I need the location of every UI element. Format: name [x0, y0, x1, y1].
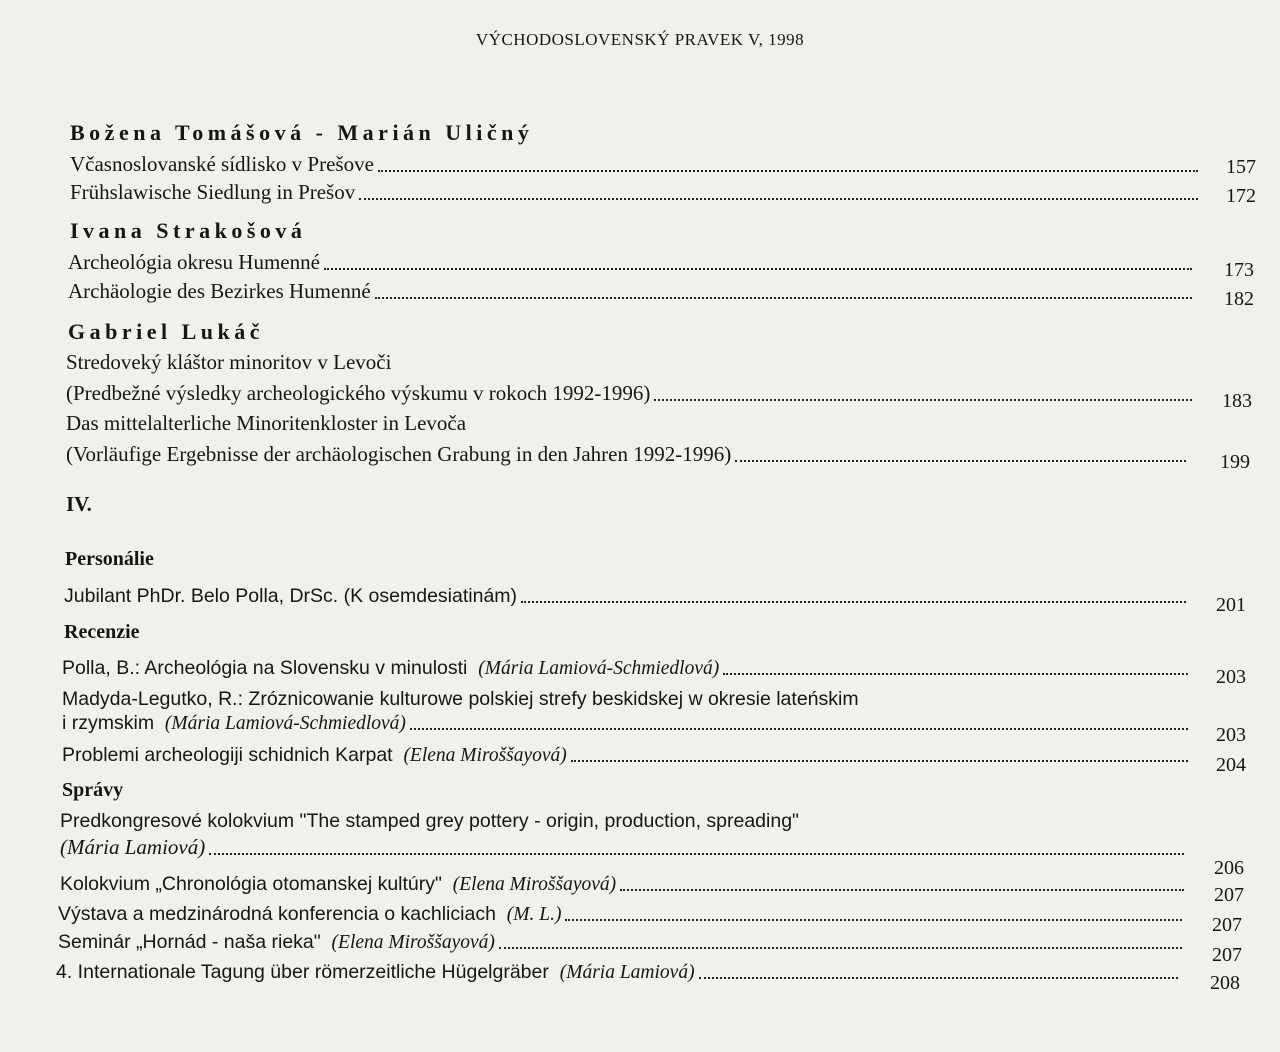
toc-entry[interactable] — [66, 437, 1190, 467]
page-number: 203 — [1216, 724, 1246, 746]
page-number: 208 — [1210, 972, 1240, 994]
reviewer-name: (Elena Miroššayová) — [452, 874, 617, 895]
entry-title: Seminár „Hornád - naša rieka" — [58, 931, 321, 953]
toc-entry[interactable] — [62, 737, 1192, 767]
toc-entry[interactable] — [56, 954, 1182, 984]
dot-leader — [735, 460, 1186, 462]
dot-leader — [571, 760, 1188, 762]
page-number: 207 — [1214, 884, 1244, 906]
running-title: VÝCHODOSLOVENSKÝ PRAVEK V, 1998 — [475, 30, 805, 49]
page-number: 201 — [1216, 594, 1246, 616]
reviewer-name: (Mária Lamiová) — [60, 835, 206, 859]
reviewer-name: (Mária Lamiová-Schmiedlová) — [164, 713, 406, 734]
entry-title: Včasnoslovanské sídlisko v Prešove — [70, 152, 374, 176]
dot-leader — [324, 268, 1192, 270]
toc-entry-line[interactable] — [60, 803, 1190, 833]
page-number: 207 — [1212, 944, 1242, 966]
page-number: 173 — [1224, 259, 1254, 281]
entry-title-cont: i rzymskim — [62, 712, 155, 734]
toc-entry-line[interactable] — [66, 345, 1196, 375]
page-number: 206 — [1214, 857, 1244, 879]
page-number: 182 — [1224, 288, 1254, 310]
entry-subtitle: (Predbežné výsledky archeologického výskumu v rokoch 1992-1996) — [66, 381, 651, 405]
reviewer-name: (Mária Lamiová-Schmiedlová) — [478, 658, 720, 679]
dot-leader — [723, 673, 1188, 675]
toc-entry[interactable] — [68, 245, 1196, 275]
entry-title: Archäologie des Bezirkes Humenné — [68, 279, 371, 303]
reviewer-name: (Elena Miroššayová) — [403, 745, 567, 766]
toc-entry-line[interactable] — [66, 406, 1196, 436]
reviewer-name: (Mária Lamiová) — [559, 962, 695, 983]
dot-leader — [699, 977, 1178, 979]
toc-entry[interactable] — [70, 175, 1202, 205]
entry-title: Stredoveký kláštor minoritov v Levoči — [66, 350, 392, 374]
page-number: 172 — [1226, 185, 1256, 207]
dot-leader — [654, 399, 1192, 401]
toc-entry[interactable] — [58, 924, 1186, 954]
toc-entry[interactable] — [70, 147, 1202, 177]
page-number: 203 — [1216, 666, 1246, 688]
page-number: 157 — [1226, 156, 1256, 178]
entry-title: Predkongresové kolokvium "The stamped grey pottery - origin, production, spreading" — [60, 810, 799, 832]
entry-title: Polla, B.: Archeológia na Slovensku v minulosti — [62, 657, 468, 679]
section-heading-personalie: Personálie — [65, 548, 154, 570]
entry-title: Madyda-Legutko, R.: Zróznicowanie kulturowe polskiej strefy beskidskej w okresie lateńskim — [62, 688, 859, 710]
section-heading-spravy: Správy — [62, 779, 124, 801]
page-number: 199 — [1220, 451, 1250, 473]
dot-leader — [359, 198, 1198, 200]
toc-entry[interactable] — [60, 866, 1188, 896]
page-number: 183 — [1222, 390, 1252, 412]
toc-entry[interactable] — [66, 376, 1196, 406]
author-heading: Gabriel Lukáč — [68, 319, 265, 344]
section-number: IV. — [66, 492, 92, 516]
toc-entry[interactable] — [68, 274, 1196, 304]
dot-leader — [375, 297, 1192, 299]
toc-entry[interactable] — [62, 705, 1192, 735]
entry-subtitle: (Vorläufige Ergebnisse der archäologischen Grabung in den Jahren 1992-1996) — [66, 442, 732, 466]
page-number: 204 — [1216, 754, 1246, 776]
dot-leader — [378, 170, 1198, 172]
reviewer-name: (Elena Miroššayová) — [331, 932, 495, 953]
section-heading-recenzie: Recenzie — [64, 621, 140, 643]
toc-entry[interactable] — [58, 896, 1186, 926]
author-heading: Ivana Strakošová — [70, 218, 307, 243]
entry-title: Das mittelalterliche Minoritenkloster in Levoča — [66, 411, 467, 435]
entry-title: Problemi archeologiji schidnich Karpat — [62, 744, 393, 766]
entry-title: Jubilant PhDr. Belo Polla, DrSc. (K osemdesiatinám) — [64, 585, 518, 607]
entry-title: Frühslawische Siedlung in Prešov — [70, 180, 356, 204]
entry-title: Výstava a medzinárodná konferencia o kachliciach — [58, 903, 496, 925]
dot-leader — [620, 889, 1184, 891]
dot-leader — [565, 919, 1182, 921]
toc-entry[interactable] — [64, 578, 1190, 608]
entry-title: Kolokvium „Chronológia otomanskej kultúry" — [60, 873, 442, 895]
toc-entry[interactable] — [62, 650, 1192, 680]
entry-title: Archeológia okresu Humenné — [68, 250, 320, 274]
page-number: 207 — [1212, 914, 1242, 936]
dot-leader — [209, 853, 1184, 855]
toc-entry[interactable] — [60, 830, 1188, 860]
author-heading: Božena Tomášová - Marián Uličný — [70, 120, 534, 145]
entry-title: 4. Internationale Tagung über römerzeitliche Hügelgräber — [56, 961, 549, 983]
dot-leader — [521, 601, 1186, 603]
dot-leader — [499, 947, 1182, 949]
dot-leader — [410, 728, 1188, 730]
reviewer-name: (M. L.) — [506, 904, 562, 925]
